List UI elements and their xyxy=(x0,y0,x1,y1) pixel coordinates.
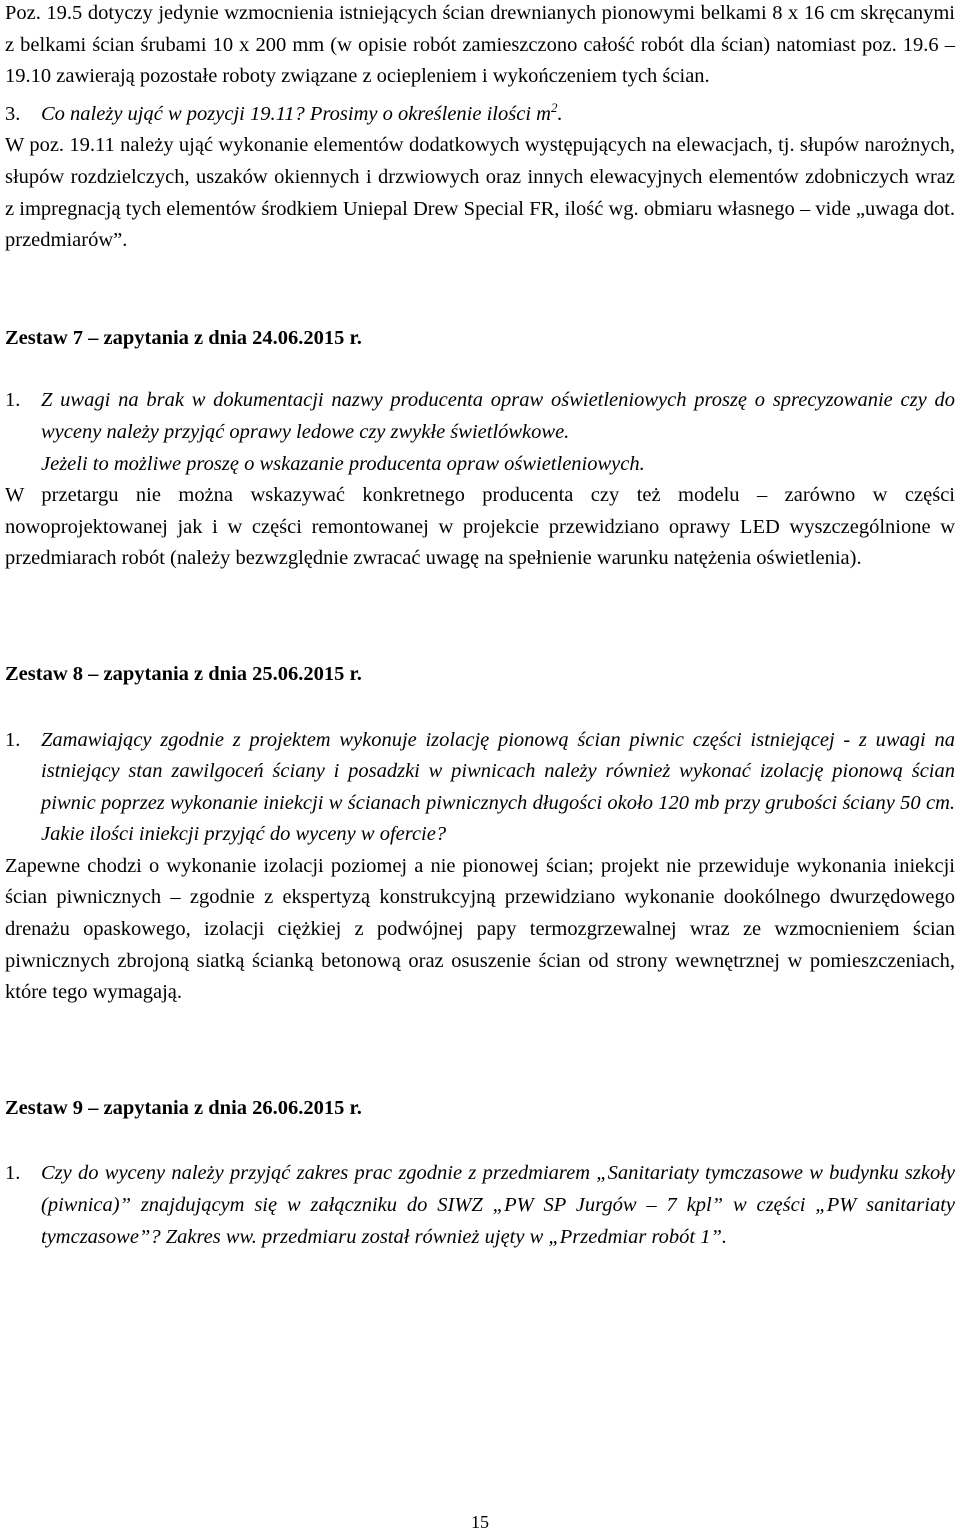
page-number: 15 xyxy=(471,1512,489,1532)
answer-3: W poz. 19.11 należy ująć wykonanie elementów dodatkowych występujących na elewacjach, tj. słupów narożnych, słupów rozdzielczych, uszaków okiennych i drzwiowych oraz innych elewacyjnych elementów zdobniczych wraz z impregnacją tych elementów środkiem Uniepal Drew Special FR, ilość wg. obmiaru własnego – vide „uwaga dot. przedmiarów”. xyxy=(5,134,955,252)
superscript: 2 xyxy=(550,99,558,115)
set-9-heading: Zestaw 9 – zapytania z dnia 26.06.2015 r. xyxy=(5,1096,362,1119)
question-3 xyxy=(5,99,955,131)
question-number: 1. xyxy=(5,389,21,412)
question-3-text: Co należy ująć w pozycji 19.11? Prosimy o określenie ilości m xyxy=(41,102,551,125)
set-8-answer-1: Zapewne chodzi o wykonanie izolacji poziomej a nie pionowej ścian; projekt nie przewiduje wykonania iniekcji ścian piwnicznych – zgodnie z ekspertyzą konstrukcyjną przewidziano wykonanie dookólnego dwurzędowego drenażu opaskowego, izolacji ciężkiej z podwójnej papy termozgrzewalnej wraz ze wzmocnieniem ścian piwnicznych zbrojoną siatką ścianką betonową oraz osuszenie ścian od strony wewnętrznej w pomieszczeniach, które tego wymagają. xyxy=(5,854,955,1004)
set-7-question-1 xyxy=(5,385,955,480)
question-number: 1. xyxy=(5,728,21,751)
question-text xyxy=(41,385,955,480)
question-text: Czy do wyceny należy przyjąć zakres prac zgodnie z przedmiarem „Sanitariaty tymczasowe w budynku szkoły (piwnica)” znajdującym się w załączniku do SIWZ „PW SP Jurgów – 7 kpl” w części „PW sanitariaty tymczasowe”? Zakres ww. przedmiaru został również ujęty w „Przedmiar robót 1”. xyxy=(41,1162,955,1248)
set-7-q1-text: Z uwagi na brak w dokumentacji nazwy producenta opraw oświetleniowych proszę o sprecyzowanie czy do wyceny należy przyjąć oprawy ledowe czy zwykłe świetlówkowe. xyxy=(41,389,955,443)
set-8-question-1 xyxy=(5,725,955,851)
question-3-end: . xyxy=(557,102,563,125)
question-number: 1. xyxy=(5,1162,21,1185)
set-7-answer-1: W przetargu nie można wskazywać konkretnego producenta czy też modelu – zarówno w części nowoprojektowanej jak i w części remontowanej w projekcie przewidziano oprawy LED wyszczególnione w przedmiarach robót (należy bezwzględnie zwracać uwagę na spełnienie warunku natężenia oświetlenia). xyxy=(5,484,955,570)
set-9-question-1 xyxy=(5,1158,955,1253)
set-7-heading: Zestaw 7 – zapytania z dnia 24.06.2015 r. xyxy=(5,326,362,349)
question-text xyxy=(41,99,955,131)
set-8-heading: Zestaw 8 – zapytania z dnia 25.06.2015 r. xyxy=(5,662,362,685)
intro-paragraph: Poz. 19.5 dotyczy jedynie wzmocnienia istniejących ścian drewnianych pionowymi belkami 8 x 16 cm skręcanymi z belkami ścian śrubami 10 x 200 mm (w opisie robót zamieszczono całość robót dla ścian) natomiast poz. 19.6 – 19.10 zawierają pozostałe roboty związane z ociepleniem i wykończeniem tych ścian. xyxy=(5,2,955,88)
question-text: Zamawiający zgodnie z projektem wykonuje izolację pionową ścian piwnic części istniejącej - z uwagi na istniejący stan zawilgoceń ściany i posadzki w piwnicach należy również wykonać izolację pionową ścian piwnic poprzez wykonanie iniekcji w ścianach piwnicznych długości około 120 mb przy grubości ściany 50 cm. Jakie ilości iniekcji przyjąć do wyceny w ofercie? xyxy=(41,728,955,846)
set-7-q1-continuation: Jeżeli to możliwe proszę o wskazanie producenta opraw oświetleniowych. xyxy=(41,452,645,475)
question-number: 3. xyxy=(5,102,21,125)
